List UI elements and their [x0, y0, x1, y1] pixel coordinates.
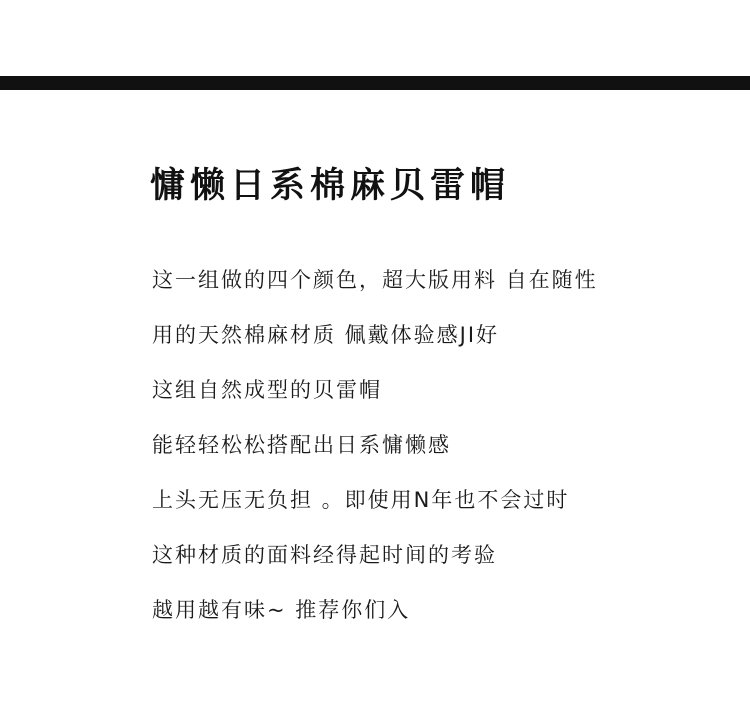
page-title: 慵懒日系棉麻贝雷帽: [150, 165, 511, 206]
description-line: 这种材质的面料经得起时间的考验: [152, 543, 497, 567]
top-divider-bar: [0, 76, 750, 90]
description-line: 这组自然成型的贝雷帽: [152, 378, 382, 402]
description-text: [152, 262, 712, 647]
description-line: 上头无压无负担 。即使用N年也不会过时: [152, 488, 570, 512]
description-line: 用的天然棉麻材质 佩戴体验感JI好: [152, 323, 500, 347]
description-line: 能轻轻松松搭配出日系慵懒感: [152, 433, 451, 457]
description-line: 越用越有味~ 推荐你们入: [152, 598, 411, 622]
description-line: 这一组做的四个颜色，超大版用料 自在随性: [152, 268, 598, 292]
